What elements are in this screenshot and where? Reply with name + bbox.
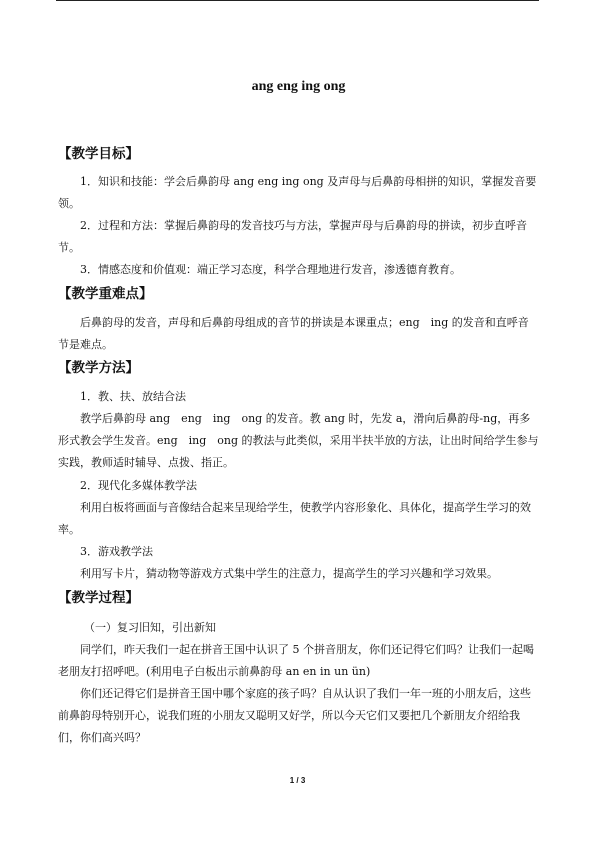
- heading-teaching-goals: 【教学目标】: [58, 146, 139, 162]
- difficulties-paragraph: 后鼻韵母的发音，声母和后鼻韵母组成的音节的拼读是本课重点；eng ing 的发音和直呼音节是难点。: [58, 316, 529, 351]
- goal-process-methods: 2．过程和方法：掌握后鼻韵母的发音技巧与方法，掌握声母与后鼻韵母的拼读，初步直呼音节。: [58, 219, 527, 254]
- heading-teaching-process: 【教学过程】: [58, 590, 139, 606]
- process-subheading-1: （一）复习旧知，引出新知: [84, 621, 216, 634]
- method-3-body: 利用写卡片，猜动物等游戏方式集中学生的注意力，提高学生的学习兴趣和学习效果。: [80, 567, 498, 580]
- method-1-body: 教学后鼻韵母 ang eng ing ong 的发音。教 ang 时，先发 a，滑向后鼻韵母-ng，再多形式教会学生发音。eng ing ong 的教法与此类似，采用半扶半放的方法，让出时间给学生参与实践，教师适时辅导、点拨、指正。: [58, 412, 539, 469]
- heading-teaching-methods: 【教学方法】: [58, 360, 139, 376]
- goal-knowledge-skills: 1．知识和技能：学会后鼻韵母 ang eng ing ong 及声母与后鼻韵母相拼的知识，掌握发音要领。: [58, 175, 537, 210]
- method-2-title: 2．现代化多媒体教学法: [80, 479, 197, 492]
- header-rule: [56, 0, 539, 1]
- method-3-title: 3．游戏教学法: [80, 545, 153, 558]
- goal-attitude-values: 3．情感态度和价值观：端正学习态度，科学合理地进行发音，渗透德育教育。: [80, 263, 461, 276]
- process-paragraph-2: 你们还记得它们是拼音王国中哪个家庭的孩子吗？自从认识了我们一年一班的小朋友后，这些前鼻韵母特别开心，说我们班的小朋友又聪明又好学，所以今天它们又要把几个新朋友介绍给我们，你们高兴吗？: [58, 687, 531, 744]
- document-title: ang eng ing ong: [251, 79, 346, 94]
- process-paragraph-1: 同学们，昨天我们一起在拼音王国中认识了 5 个拼音朋友，你们还记得它们吗？让我们一起喝老朋友打招呼吧。(利用电子白板出示前鼻韵母 an en in un ün): [58, 643, 534, 678]
- method-1-title: 1．教、扶、放结合法: [80, 390, 186, 403]
- method-2-body: 利用白板将画面与音像结合起来呈现给学生，使教学内容形象化、具体化，提高学生学习的效率。: [58, 501, 531, 536]
- heading-key-difficulties: 【教学重难点】: [58, 286, 153, 302]
- page-number: 1 / 3: [289, 776, 306, 785]
